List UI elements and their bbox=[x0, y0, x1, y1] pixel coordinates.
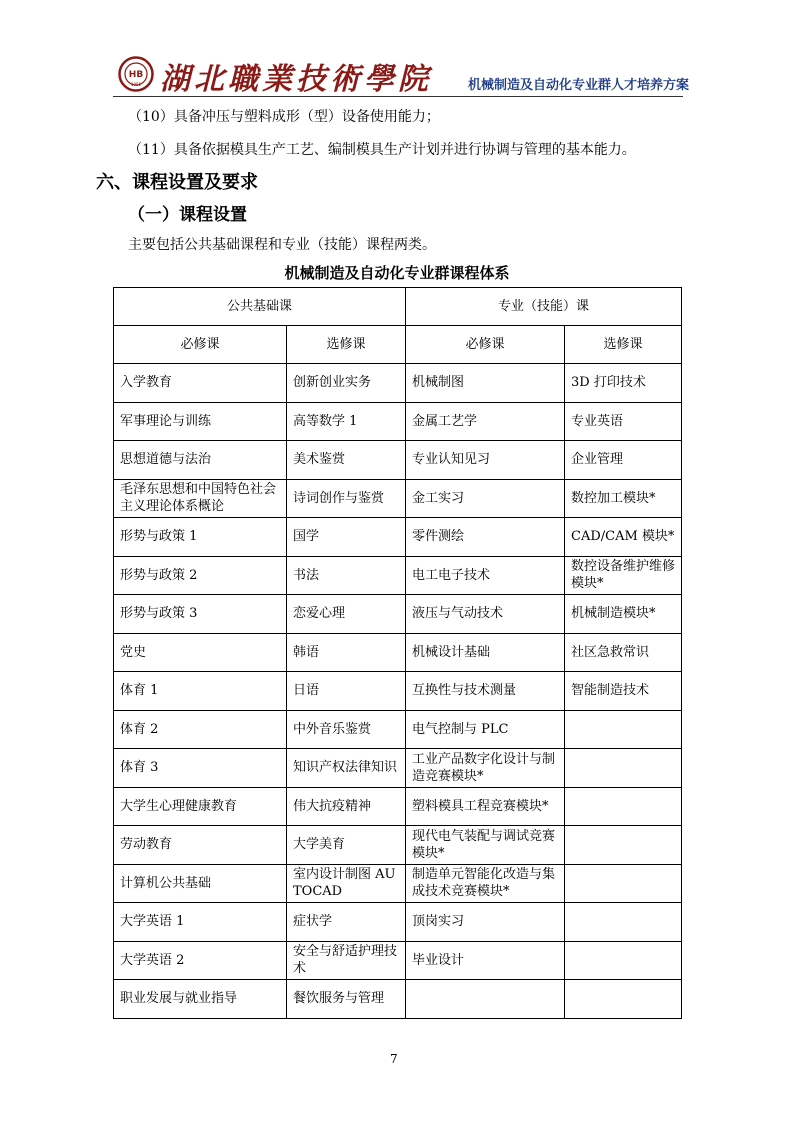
cell-pro-elective: 机械制造模块* bbox=[565, 595, 682, 634]
cell-pro-required: 互换性与技术测量 bbox=[406, 672, 565, 711]
cell-pro-required: 顶岗实习 bbox=[406, 903, 565, 942]
sub-header-public-elective: 选修课 bbox=[287, 326, 406, 364]
cell-pro-elective bbox=[565, 980, 682, 1019]
program-title: 机械制造及自动化专业群人才培养方案 bbox=[468, 78, 690, 93]
cell-public-elective: 书法 bbox=[287, 556, 406, 595]
cell-pro-required bbox=[406, 980, 565, 1019]
cell-public-required: 思想道德与法治 bbox=[114, 441, 287, 480]
group-header-public: 公共基础课 bbox=[114, 288, 406, 326]
cell-public-elective: 大学美育 bbox=[287, 826, 406, 865]
table-row bbox=[114, 710, 682, 749]
cell-pro-elective bbox=[565, 749, 682, 788]
cell-public-elective: 国学 bbox=[287, 518, 406, 557]
sub-header-public-required: 必修课 bbox=[114, 326, 287, 364]
cell-public-elective: 伟大抗疫精神 bbox=[287, 787, 406, 826]
cell-public-elective: 安全与舒适护理技术 bbox=[287, 941, 406, 980]
table-row bbox=[114, 980, 682, 1019]
cell-pro-elective: 智能制造技术 bbox=[565, 672, 682, 711]
cell-public-required: 形势与政策 2 bbox=[114, 556, 287, 595]
course-table bbox=[113, 287, 682, 1019]
svg-text:HB: HB bbox=[128, 70, 144, 80]
intro-paragraph: 主要包括公共基础课程和专业（技能）课程两类。 bbox=[128, 237, 436, 253]
table-row bbox=[114, 479, 682, 518]
table-row bbox=[114, 903, 682, 942]
ability-item-11: （11）具备依据模具生产工艺、编制模具生产计划并进行协调与管理的基本能力。 bbox=[128, 142, 636, 158]
cell-pro-required: 塑料模具工程竞赛模块* bbox=[406, 787, 565, 826]
cell-public-elective: 症状学 bbox=[287, 903, 406, 942]
cell-pro-elective: 数控设备维护维修模块* bbox=[565, 556, 682, 595]
cell-public-elective: 诗词创作与鉴赏 bbox=[287, 479, 406, 518]
cell-public-required: 体育 1 bbox=[114, 672, 287, 711]
table-row bbox=[114, 941, 682, 980]
cell-public-required: 体育 3 bbox=[114, 749, 287, 788]
table-caption: 机械制造及自动化专业群课程体系 bbox=[284, 264, 510, 282]
cell-public-elective: 创新创业实务 bbox=[287, 364, 406, 403]
cell-public-elective: 餐饮服务与管理 bbox=[287, 980, 406, 1019]
cell-pro-elective bbox=[565, 941, 682, 980]
cell-pro-elective bbox=[565, 826, 682, 865]
cell-public-elective: 高等数学 1 bbox=[287, 402, 406, 441]
table-row bbox=[114, 518, 682, 557]
section-heading: 六、课程设置及要求 bbox=[96, 172, 258, 193]
cell-pro-elective: 社区急救常识 bbox=[565, 633, 682, 672]
cell-public-required: 劳动教育 bbox=[114, 826, 287, 865]
cell-public-required: 形势与政策 3 bbox=[114, 595, 287, 634]
cell-public-elective: 室内设计制图 AUTOCAD bbox=[287, 864, 406, 903]
cell-public-required: 计算机公共基础 bbox=[114, 864, 287, 903]
page-header bbox=[0, 0, 794, 100]
cell-public-required: 党史 bbox=[114, 633, 287, 672]
cell-public-required: 体育 2 bbox=[114, 710, 287, 749]
cell-public-elective: 中外音乐鉴赏 bbox=[287, 710, 406, 749]
table-row bbox=[114, 787, 682, 826]
ability-item-10: （10）具备冲压与塑料成形（型）设备使用能力； bbox=[128, 109, 440, 125]
cell-public-required: 毛泽东思想和中国特色社会主义理论体系概论 bbox=[114, 479, 287, 518]
cell-pro-required: 零件测绘 bbox=[406, 518, 565, 557]
cell-pro-elective: 数控加工模块* bbox=[565, 479, 682, 518]
cell-public-required: 军事理论与训练 bbox=[114, 402, 287, 441]
table-row bbox=[114, 402, 682, 441]
table-row bbox=[114, 633, 682, 672]
table-row bbox=[114, 556, 682, 595]
cell-pro-required: 电气控制与 PLC bbox=[406, 710, 565, 749]
cell-public-required: 入学教育 bbox=[114, 364, 287, 403]
cell-pro-required: 金属工艺学 bbox=[406, 402, 565, 441]
cell-pro-required: 电工电子技术 bbox=[406, 556, 565, 595]
table-row bbox=[114, 749, 682, 788]
sub-header-pro-elective: 选修课 bbox=[565, 326, 682, 364]
cell-public-elective: 美术鉴赏 bbox=[287, 441, 406, 480]
logo-year: 1951 bbox=[130, 82, 142, 87]
cell-pro-elective bbox=[565, 787, 682, 826]
cell-pro-required: 毕业设计 bbox=[406, 941, 565, 980]
cell-public-elective: 日语 bbox=[287, 672, 406, 711]
cell-public-required: 大学生心理健康教育 bbox=[114, 787, 287, 826]
cell-pro-required: 现代电气装配与调试竞赛模块* bbox=[406, 826, 565, 865]
cell-pro-required: 液压与气动技术 bbox=[406, 595, 565, 634]
header-divider bbox=[113, 96, 683, 97]
cell-public-elective: 知识产权法律知识 bbox=[287, 749, 406, 788]
cell-pro-elective: 企业管理 bbox=[565, 441, 682, 480]
cell-pro-elective bbox=[565, 903, 682, 942]
table-row bbox=[114, 826, 682, 865]
cell-public-elective: 恋爱心理 bbox=[287, 595, 406, 634]
cell-pro-required: 机械设计基础 bbox=[406, 633, 565, 672]
table-row bbox=[114, 672, 682, 711]
cell-pro-required: 专业认知见习 bbox=[406, 441, 565, 480]
cell-pro-required: 金工实习 bbox=[406, 479, 565, 518]
cell-pro-elective bbox=[565, 710, 682, 749]
school-name: 湖北職業技術學院 bbox=[160, 62, 432, 97]
subsection-heading: （一）课程设置 bbox=[128, 205, 247, 225]
cell-pro-elective: 专业英语 bbox=[565, 402, 682, 441]
cell-pro-required: 工业产品数字化设计与制造竞赛模块* bbox=[406, 749, 565, 788]
cell-public-required: 形势与政策 1 bbox=[114, 518, 287, 557]
cell-public-required: 大学英语 1 bbox=[114, 903, 287, 942]
school-seal-icon bbox=[118, 56, 154, 92]
page-number: 7 bbox=[390, 1052, 398, 1066]
table-row bbox=[114, 441, 682, 480]
sub-header-pro-required: 必修课 bbox=[406, 326, 565, 364]
cell-public-required: 职业发展与就业指导 bbox=[114, 980, 287, 1019]
sub-header-row bbox=[114, 326, 682, 364]
cell-public-required: 大学英语 2 bbox=[114, 941, 287, 980]
cell-public-elective: 韩语 bbox=[287, 633, 406, 672]
group-header-professional: 专业（技能）课 bbox=[406, 288, 682, 326]
cell-pro-required: 机械制图 bbox=[406, 364, 565, 403]
table-row bbox=[114, 864, 682, 903]
table-row bbox=[114, 364, 682, 403]
group-header-row bbox=[114, 288, 682, 326]
cell-pro-elective bbox=[565, 864, 682, 903]
cell-pro-elective: CAD/CAM 模块* bbox=[565, 518, 682, 557]
cell-pro-elective: 3D 打印技术 bbox=[565, 364, 682, 403]
cell-pro-required: 制造单元智能化改造与集成技术竞赛模块* bbox=[406, 864, 565, 903]
table-row bbox=[114, 595, 682, 634]
